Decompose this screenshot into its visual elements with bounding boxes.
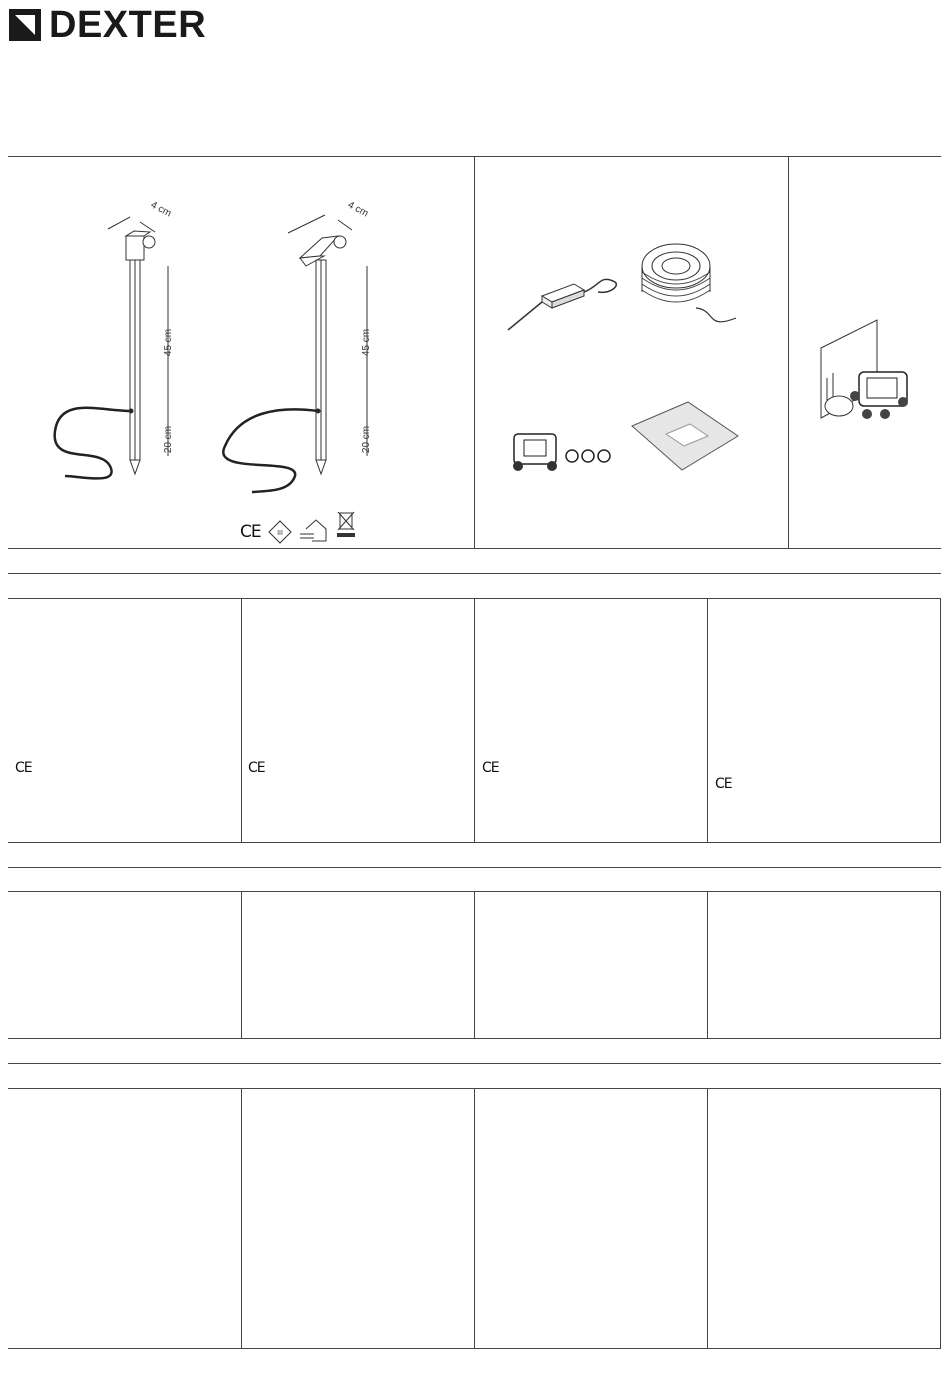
spike-label: 20 cm <box>163 425 175 454</box>
divider <box>241 598 242 842</box>
section-rule <box>8 573 941 574</box>
width-label: 4 cm <box>148 199 173 220</box>
divider <box>474 1088 475 1348</box>
indoor-outdoor-icon <box>298 517 328 543</box>
logo-icon <box>8 8 42 42</box>
weee-bin-icon <box>334 508 358 538</box>
ce-icon: CE <box>240 522 261 542</box>
class-iii-icon <box>268 520 292 544</box>
divider <box>241 1088 242 1348</box>
divider <box>707 598 708 842</box>
cable-reel-icon <box>636 240 756 340</box>
product-b-drawing <box>0 156 474 549</box>
height-label: 45 cm <box>163 328 175 357</box>
brand-name: DEXTER <box>49 4 207 46</box>
section-rule <box>8 1038 941 1039</box>
divider <box>940 598 941 842</box>
spike-label: 20 cm <box>361 425 373 454</box>
width-label: 4 cm <box>345 199 370 220</box>
divider <box>474 156 475 549</box>
ce-icon: CE <box>15 760 32 776</box>
junction-box-icon <box>508 428 628 488</box>
ce-icon: CE <box>482 760 499 776</box>
divider <box>788 156 789 549</box>
connector-kit-icon <box>815 318 925 438</box>
ce-icon: CE <box>248 760 265 776</box>
section-rule <box>8 1063 941 1064</box>
transformer-icon <box>500 260 620 350</box>
template-sheet-icon <box>628 396 748 476</box>
section-rule <box>8 1348 941 1349</box>
divider <box>940 1088 941 1348</box>
divider <box>707 891 708 1038</box>
brand-logo <box>8 4 207 46</box>
section-rule <box>8 867 941 868</box>
height-label: 45 cm <box>361 328 373 357</box>
section-rule <box>8 842 941 843</box>
divider <box>474 598 475 842</box>
divider <box>707 1088 708 1348</box>
divider <box>474 891 475 1038</box>
ce-icon: CE <box>715 776 732 792</box>
svg-text:III: III <box>277 530 283 537</box>
divider <box>940 891 941 1038</box>
divider <box>241 891 242 1038</box>
